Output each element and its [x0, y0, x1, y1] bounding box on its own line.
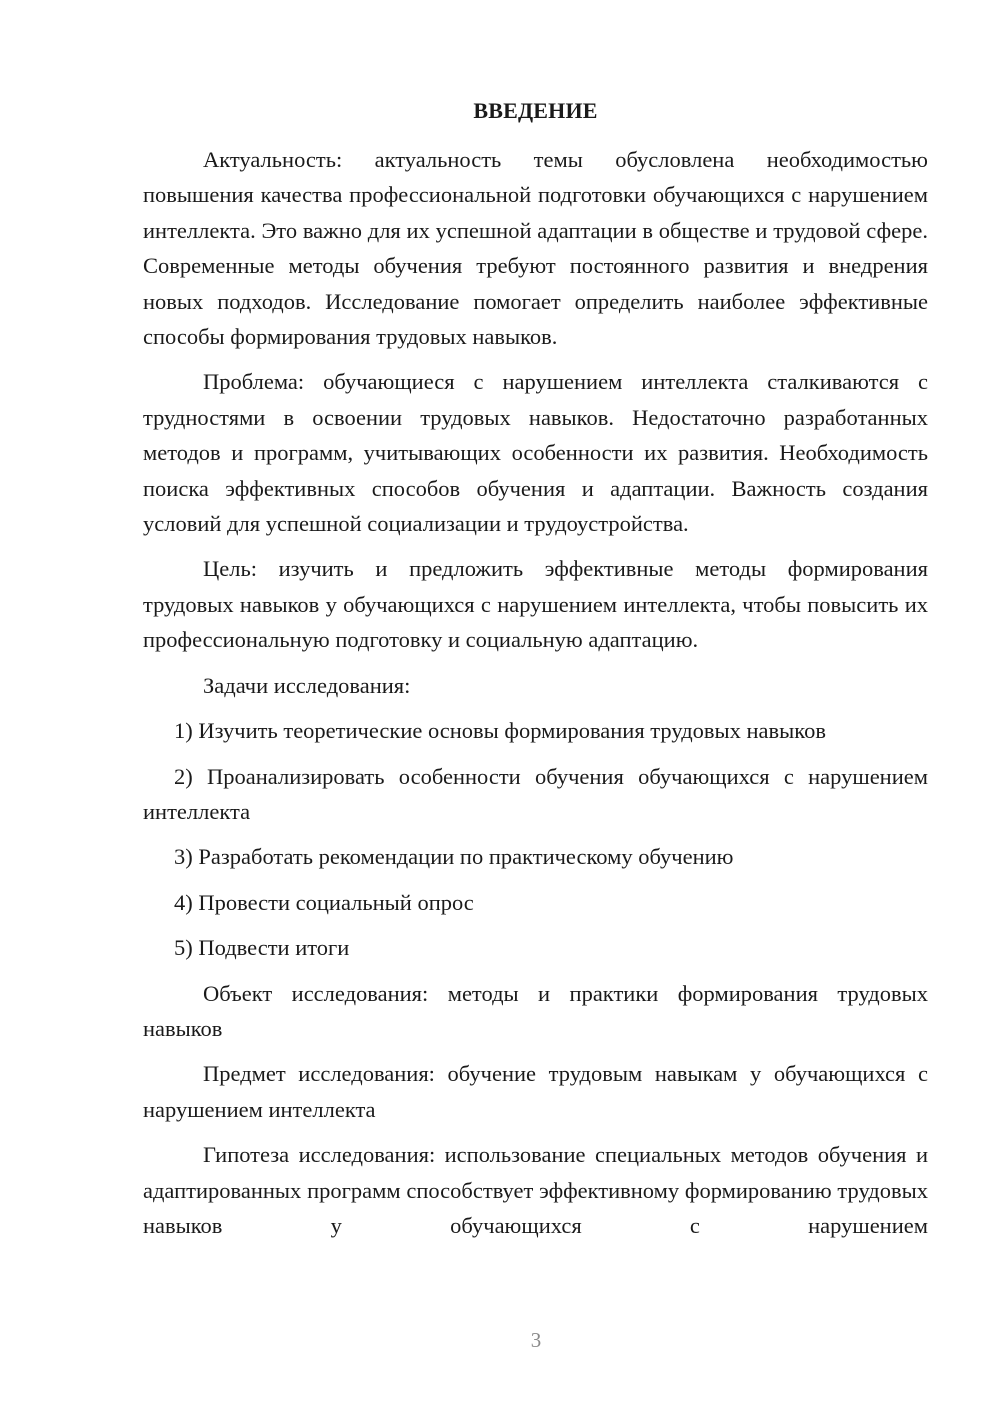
page-title: ВВЕДЕНИЕ	[473, 98, 598, 123]
tasks-heading: Задачи исследования:	[203, 672, 411, 698]
paragraph-problem: Проблема: обучающиеся с нарушением интеллекта сталкиваются с трудностями в освоении трудовых навыков. Недостаточно разработанных методов и программ, учитывающих особенности их развития. Необходимость поиска эффективных способов обучения и адаптации. Важность создания условий для успешной социализации и трудоустройства.	[143, 369, 928, 537]
document-body	[143, 142, 928, 1253]
task-item-2: 2) Проанализировать особенности обучения обучающихся с нарушением интеллекта	[143, 763, 928, 824]
paragraph-subject: Предмет исследования: обучение трудовым навыкам у обучающихся с нарушением интеллекта	[143, 1061, 928, 1122]
paragraph-hypothesis: Гипотеза исследования: использование специальных методов обучения и адаптированных программ способствует эффективному формированию трудовых навыков у обучающихся с нарушением	[143, 1142, 928, 1238]
task-item-1: 1) Изучить теоретические основы формирования трудовых навыков	[174, 718, 826, 744]
paragraph-object: Объект исследования: методы и практики формирования трудовых навыков	[143, 980, 928, 1041]
paragraph-relevance: Актуальность: актуальность темы обусловлена необходимостью повышения качества профессиональной подготовки обучающихся с нарушением интеллекта. Это важно для их успешной адаптации в обществе и трудовой сфере. Современные методы обучения требуют постоянного развития и внедрения новых подходов. Исследование помогает определить наиболее эффективные способы формирования трудовых навыков.	[143, 147, 928, 350]
task-item-3: 3) Разработать рекомендации по практическому обучению	[174, 844, 734, 870]
task-item-5: 5) Подвести итоги	[174, 935, 350, 961]
paragraph-goal: Цель: изучить и предложить эффективные методы формирования трудовых навыков у обучающихся с нарушением интеллекта, чтобы повысить их профессиональную подготовку и социальную адаптацию.	[143, 556, 928, 653]
task-item-4: 4) Провести социальный опрос	[174, 889, 474, 915]
page-number: 3	[530, 1328, 542, 1352]
